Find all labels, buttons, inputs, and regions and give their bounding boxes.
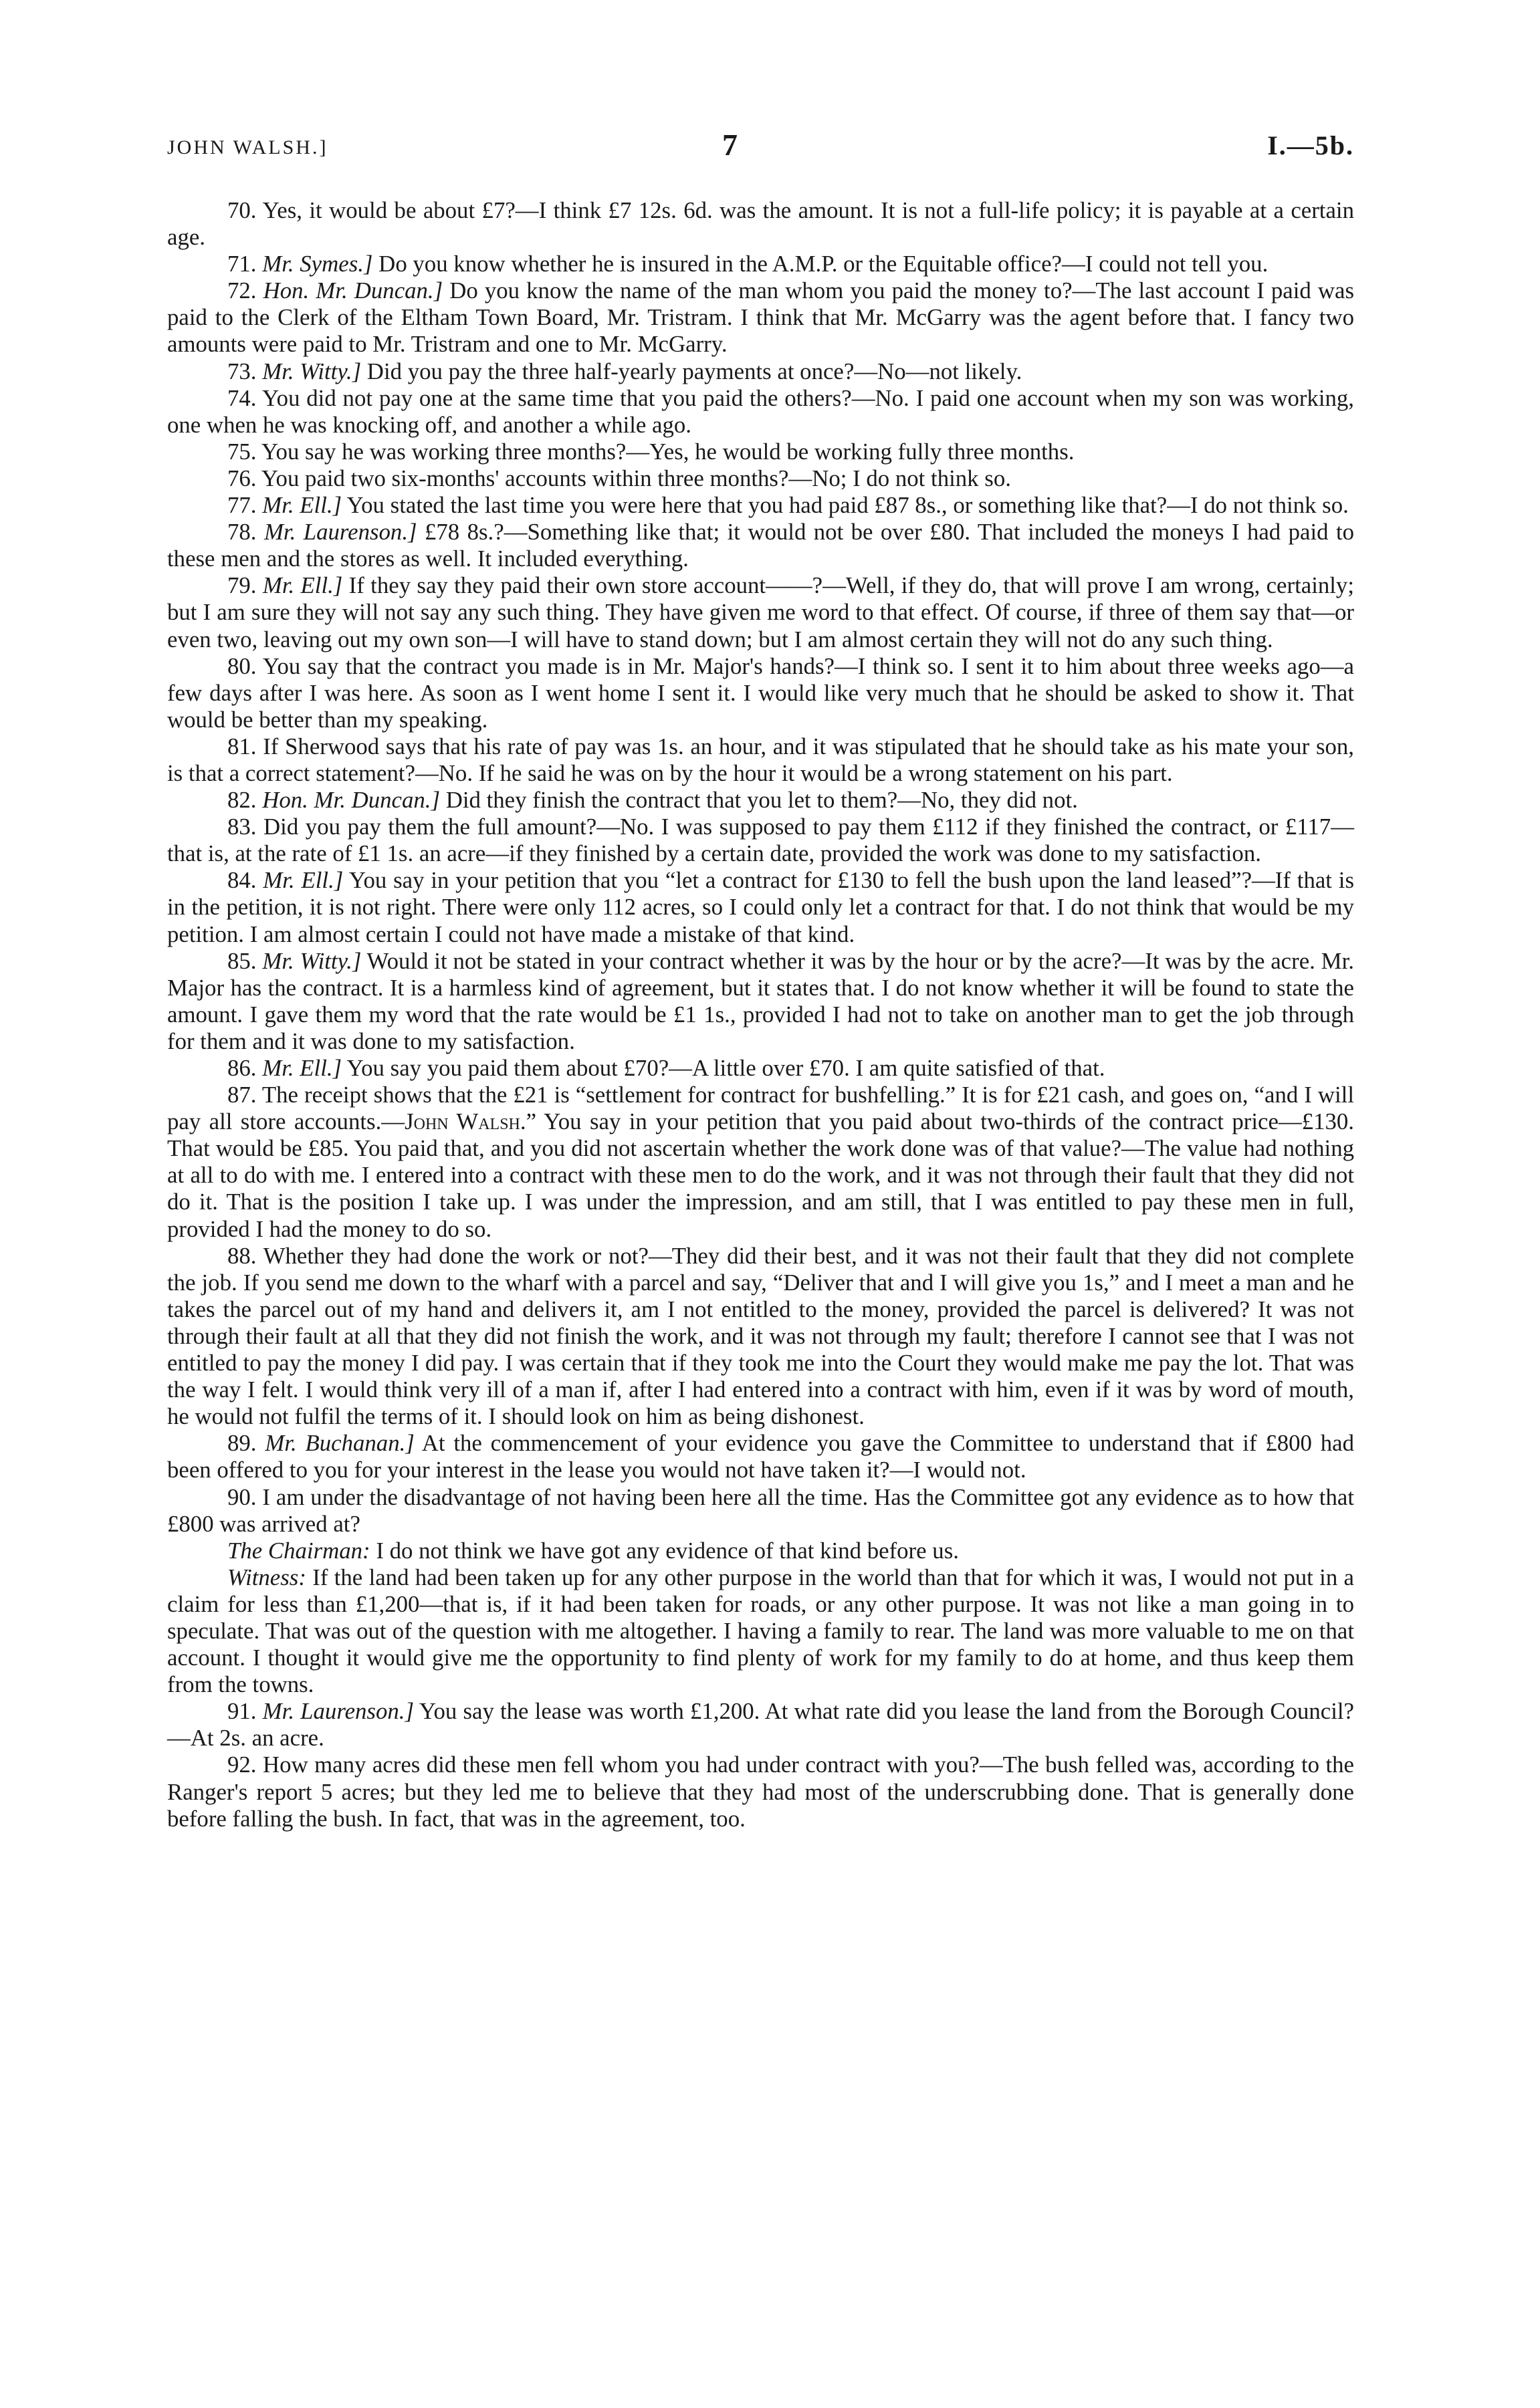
paragraph-77: 77. Mr. Ell.] You stated the last time you were here that you had paid £87 8s., or something like that?—I do not think so. bbox=[227, 492, 1349, 519]
speaker-label: Hon. Mr. Duncan.] bbox=[262, 787, 441, 814]
paragraph-83: 83. Did you pay them the full amount?—No. I was supposed to pay them £112 if they finished the contract, or £117—that is, at the rate of £1 1s. an acre—if they finished by a certain date, provided the work was done to my satisfaction. bbox=[167, 814, 1354, 867]
speaker-label: Mr. Ell.] bbox=[262, 1055, 342, 1081]
paragraph-86: 86. Mr. Ell.] You say you paid them about £70?—A little over £70. I am quite satisfied of that. bbox=[227, 1055, 1105, 1081]
paragraph-82: 82. Hon. Mr. Duncan.] Did they finish the contract that you let to them?—No, they did not. bbox=[227, 787, 1078, 814]
paragraph-81: 81. If Sherwood says that his rate of pay was 1s. an hour, and it was stipulated that he should take as his mate your son, is that a correct statement?—No. If he said he was on by the hour it would be a wrong statement on his part. bbox=[167, 733, 1354, 786]
paragraph-chairman: The Chairman: I do not think we have got any evidence of that kind before us. bbox=[227, 1537, 959, 1564]
paragraph-74: 74. You did not pay one at the same time that you paid the others?—No. I paid one account when my son was working, one when he was knocking off, and another a while ago. bbox=[167, 384, 1354, 438]
paragraph-92: 92. How many acres did these men fell whom you had under contract with you?—The bush felled was, according to the Ranger's report 5 acres; but they led me to believe that they had most of the underscrubbing done. That is generally done before falling the bush. In fact, that was in the agreement, too. bbox=[167, 1752, 1354, 1832]
speaker-label: Mr. Ell.] bbox=[263, 867, 344, 894]
paragraph-84: 84. Mr. Ell.] You say in your petition that you “let a contract for £130 to fell the bush upon the land leased”?—If that is in the petition, it is not right. There were only 112 acres, so I could only let a contract for that. I do not think that would be my petition. I am almost certain I could not have made a mistake of that kind. bbox=[167, 867, 1354, 947]
paragraph-87: 87. The receipt shows that the £21 is “settlement for contract for bushfelling.” It is for £21 cash, and goes on, “and I will pay all store accounts.—John Walsh.” You say in your petition that you paid about two-thirds of the contract price—£130. That would be £85. You paid that, and you did not ascertain whether the work done was of that value?—The value had nothing at all to do with me. I entered into a contract with these men to do the work, and it was not through their fault that they did not do it. That is the position I take up. I was under the impression, and am still, that I was entitled to pay these men in full, provided I had the money to do so. bbox=[167, 1082, 1355, 1242]
page-header bbox=[167, 127, 1354, 174]
paragraph-73: 73. Mr. Witty.] Did you pay the three half-yearly payments at once?—No—not likely. bbox=[227, 358, 1022, 384]
paragraph-89: 89. Mr. Buchanan.] At the commencement of your evidence you gave the Committee to understand that if £800 had been offered to you for your interest in the lease you would not have taken it?—I would not. bbox=[167, 1430, 1354, 1483]
speaker-label: Hon. Mr. Duncan.] bbox=[263, 277, 443, 304]
paragraph-75: 75. You say he was working three months?—Yes, he would be working fully three months. bbox=[227, 438, 1075, 465]
speaker-label: Witness: bbox=[227, 1564, 306, 1590]
document-reference: I.—5b. bbox=[1267, 130, 1354, 160]
paragraph-70: 70. Yes, it would be about £7?—I think £7 12s. 6d. was the amount. It is not a full-life policy; it is payable at a certain age. bbox=[167, 197, 1354, 251]
paragraph-witness: Witness: If the land had been taken up for any other purpose in the world than that for which it was, I would not put in a claim for less than £1,200—that is, if it had been taken for roads, or any other purpose. It was not like a man going in to speculate. That was out of the question with me altogether. I having a family to rear. The land was more valuable to me on that account. I thought it would give me the opportunity to find plenty of work for my family to do at home, and thus keep them from the towns. bbox=[167, 1564, 1354, 1698]
paragraph-79: 79. Mr. Ell.] If they say they paid their own store account——?—Well, if they do, that will prove I am wrong, certainly; but I am sure they will not say any such thing. They have given me word to that effect. Of course, if three of them say that—or even two, leaving out my own son—I will have to stand down; but I am almost certain they will not do any such thing. bbox=[167, 572, 1354, 652]
page-number: 7 bbox=[722, 128, 738, 162]
paragraph-72: 72. Hon. Mr. Duncan.] Do you know the name of the man whom you paid the money to?—The last account I paid was paid to the Clerk of the Eltham Town Board, Mr. Tristram. I think that Mr. McGarry was the agent before that. I fancy two amounts were paid to Mr. Tristram and one to Mr. McGarry. bbox=[167, 277, 1354, 358]
speaker-label: Mr. Witty.] bbox=[262, 358, 362, 384]
speaker-label: Mr. Laurenson.] bbox=[262, 1698, 414, 1725]
signature-name: John Walsh. bbox=[405, 1108, 526, 1135]
speaker-label: Mr. Laurenson.] bbox=[263, 519, 417, 546]
paragraph-85: 85. Mr. Witty.] Would it not be stated in your contract whether it was by the hour or by the acre?—It was by the acre. Mr. Major has the contract. It is a harmless kind of agreement, but it states that. I do not know whether it will be found to state the amount. I gave them my word that the rate would be £1 1s., provided I had not to take on another man to get the job through for them and it was done to my satisfaction. bbox=[167, 947, 1354, 1054]
paragraph-88: 88. Whether they had done the work or not?—They did their best, and it was not their fault that they did not complete the job. If you send me down to the wharf with a parcel and say, “Deliver that and I will give you 1s,” and I meet a man and he takes the parcel out of my hand and delivers it, am I not entitled to the money, provided the parcel is delivered? It was not through their fault at all that they did not finish the work, and it was not through my fault; therefore I cannot see that I was not entitled to pay the money I did pay. I was certain that if they took me into the Court they would make me pay the lot. That was the way I felt. I would think very ill of a man if, after I had entered into a contract with him, even if it was by word of mouth, he would not fulfil the terms of it. I should look on him as being dishonest. bbox=[167, 1242, 1354, 1430]
paragraph-91: 91. Mr. Laurenson.] You say the lease was worth £1,200. At what rate did you lease the land from the Borough Council?—At 2s. an acre. bbox=[167, 1698, 1354, 1752]
speaker-label: Mr. Symes.] bbox=[262, 251, 373, 277]
paragraph-90: 90. I am under the disadvantage of not having been here all the time. Has the Committee got any evidence as to how that £800 was arrived at? bbox=[167, 1483, 1354, 1537]
paragraph-80: 80. You say that the contract you made is in Mr. Major's hands?—I think so. I sent it to him about three weeks ago—a few days after I was here. As soon as I went home I sent it. I would like very much that he should be asked to show it. That would be better than my speaking. bbox=[167, 652, 1354, 733]
speaker-label: The Chairman: bbox=[227, 1537, 370, 1564]
paragraph-76: 76. You paid two six-months' accounts within three months?—No; I do not think so. bbox=[227, 465, 1011, 491]
speaker-label: Mr. Witty.] bbox=[262, 947, 362, 974]
speaker-label: Mr. Ell.] bbox=[262, 492, 342, 519]
paragraph-71: 71. Mr. Symes.] Do you know whether he is insured in the A.M.P. or the Equitable office?—I could not tell you. bbox=[227, 251, 1269, 277]
document-body bbox=[167, 197, 1354, 1832]
header-witness-name: JOHN WALSH.] bbox=[167, 136, 328, 158]
speaker-label: Mr. Ell.] bbox=[262, 572, 343, 599]
paragraph-78: 78. Mr. Laurenson.] £78 8s.?—Something like that; it would not be over £80. That included the moneys I had paid to these men and the stores as well. It included everything. bbox=[167, 519, 1355, 572]
speaker-label: Mr. Buchanan.] bbox=[265, 1430, 415, 1457]
